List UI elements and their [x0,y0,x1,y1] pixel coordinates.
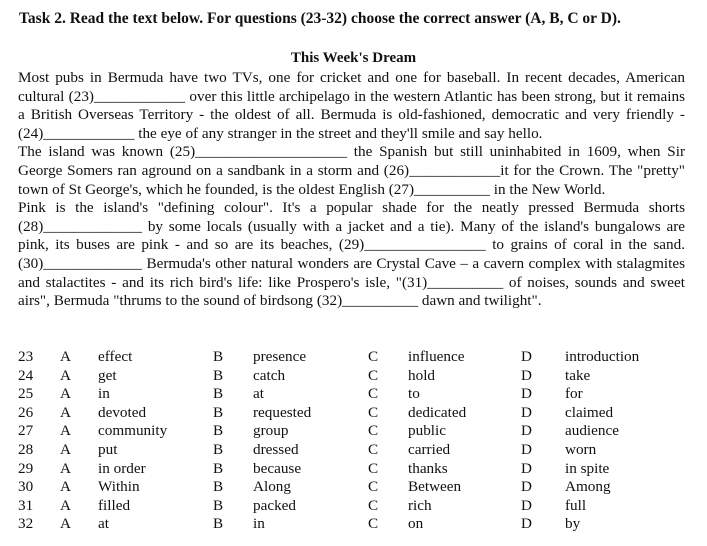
question-number: 23 [18,348,34,365]
question-number: 24 [18,366,34,384]
option-letter-c: C [368,459,379,477]
option-letter-b: B [213,515,224,533]
option-row [18,422,698,441]
option-letter-a: A [60,459,71,477]
option-d[interactable]: claimed [565,403,614,421]
option-letter-b: B [213,440,224,458]
option-letter-c: C [368,422,379,440]
option-d[interactable]: introduction [565,348,640,365]
paragraph-3: Pink is the island's "defining colour". It's a popular shade for the neatly pressed Bermuda shorts (28)_____________ by some locals (usually with a jacket and a tie). Many of the island's bungalows are pink, its buses are pink - and so are its beaches, (29)________________ to grains of coral in the sand. (30)_____________ Bermuda's other natural wonders are Crystal Cave – a cavern complex with stalagmites and stalactites - and its rich bird's life: like Prospero's isle, "(31)__________ of noises, sounds and sweet airs", Bermuda "thrums to the sound of birdsong (32)__________ dawn and twilight". [18,199,685,310]
option-d[interactable]: audience [565,422,619,440]
question-number: 28 [18,440,34,458]
option-letter-d: D [521,385,532,403]
option-c[interactable]: public [408,422,446,440]
option-letter-b: B [213,422,224,440]
option-letter-d: D [521,515,532,533]
task-heading: Task 2. Read the text below. For questions (23-32) choose the correct answer (A, B, C or D). [19,10,621,27]
text-title: This Week's Dream [290,50,417,66]
option-b[interactable]: because [253,459,302,477]
option-a[interactable]: in [98,385,110,403]
option-b[interactable]: dressed [253,440,299,458]
option-d[interactable]: worn [565,440,597,458]
option-letter-c: C [368,385,379,403]
option-letter-c: C [368,366,379,384]
option-letter-d: D [521,348,532,365]
option-a[interactable]: filled [98,496,131,514]
option-b[interactable]: packed [253,496,297,514]
option-c[interactable]: carried [408,440,451,458]
option-c[interactable]: hold [408,366,436,384]
option-b[interactable]: at [253,385,264,403]
option-row [18,385,698,404]
question-number: 29 [18,459,34,477]
option-b[interactable]: Along [253,478,291,496]
option-letter-d: D [521,403,532,421]
option-letter-a: A [60,366,71,384]
paragraph-1: Most pubs in Bermuda have two TVs, one for cricket and one for baseball. In recent decades, American cultural (23)____________ over this little archipelago in the western Atlantic has been strong, but it remains a British Overseas Territory - the oldest of all. Bermuda is old-fashioned, democratic and very friendly - (24)____________ the eye of any stranger in the street and they'll smile and say hello. [18,69,685,142]
option-letter-a: A [60,478,71,496]
option-letter-d: D [521,496,532,514]
option-a[interactable]: at [98,515,109,533]
option-letter-b: B [213,366,224,384]
option-d[interactable]: in spite [565,459,610,477]
option-b[interactable]: catch [253,366,286,384]
question-number: 26 [18,403,34,421]
option-d[interactable]: for [565,385,583,403]
option-letter-c: C [368,348,379,365]
option-a[interactable]: effect [98,348,133,365]
question-number: 31 [18,496,34,514]
option-a[interactable]: devoted [98,403,147,421]
option-c[interactable]: to [408,385,420,403]
paragraph-2: The island was known (25)____________________ the Spanish but still uninhabited in 1609, when Sir George Somers ran aground on a sandbank in a storm and (26)____________it for the Crown. The "pretty" town of St George's, which he founded, is the oldest English (27)__________ in the New World. [18,143,685,198]
option-row [18,404,698,423]
option-letter-a: A [60,385,71,403]
option-d[interactable]: take [565,366,591,384]
option-letter-a: A [60,440,71,458]
option-letter-a: A [60,496,71,514]
option-c[interactable]: Between [408,478,462,496]
option-letter-b: B [213,478,224,496]
answer-options-table [18,348,698,534]
option-a[interactable]: community [98,422,168,440]
option-a[interactable]: Within [98,478,140,496]
option-letter-a: A [60,348,71,365]
option-letter-d: D [521,440,532,458]
option-letter-c: C [368,403,379,421]
option-letter-a: A [60,403,71,421]
option-row [18,497,698,516]
option-b[interactable]: in [253,515,265,533]
option-letter-c: C [368,440,379,458]
option-d[interactable]: Among [565,478,611,496]
option-c[interactable]: thanks [408,459,448,477]
option-letter-b: B [213,403,224,421]
option-b[interactable]: presence [253,348,307,365]
option-c[interactable]: rich [408,496,432,514]
reading-text [18,69,685,311]
option-c[interactable]: dedicated [408,403,467,421]
option-a[interactable]: in order [98,459,146,477]
option-letter-d: D [521,459,532,477]
option-letter-c: C [368,515,379,533]
option-row [18,460,698,479]
option-row [18,441,698,460]
option-row [18,478,698,497]
option-letter-d: D [521,366,532,384]
question-number: 32 [18,515,34,533]
option-b[interactable]: group [253,422,289,440]
option-letter-c: C [368,496,379,514]
option-letter-c: C [368,478,379,496]
option-row [18,515,698,534]
option-a[interactable]: get [98,366,117,384]
question-number: 25 [18,385,34,403]
option-letter-d: D [521,422,532,440]
option-letter-a: A [60,515,71,533]
option-row [18,367,698,386]
option-letter-b: B [213,496,224,514]
option-letter-d: D [521,478,532,496]
option-letter-b: B [213,459,224,477]
option-letter-a: A [60,422,71,440]
question-number: 27 [18,422,34,440]
option-letter-b: B [213,348,224,365]
option-b[interactable]: requested [253,403,312,421]
option-c[interactable]: influence [408,348,465,365]
option-c[interactable]: on [408,515,424,533]
option-a[interactable]: put [98,440,118,458]
option-row [18,348,698,367]
option-d[interactable]: by [565,515,581,533]
question-number: 30 [18,478,34,496]
option-d[interactable]: full [565,496,587,514]
option-letter-b: B [213,385,224,403]
